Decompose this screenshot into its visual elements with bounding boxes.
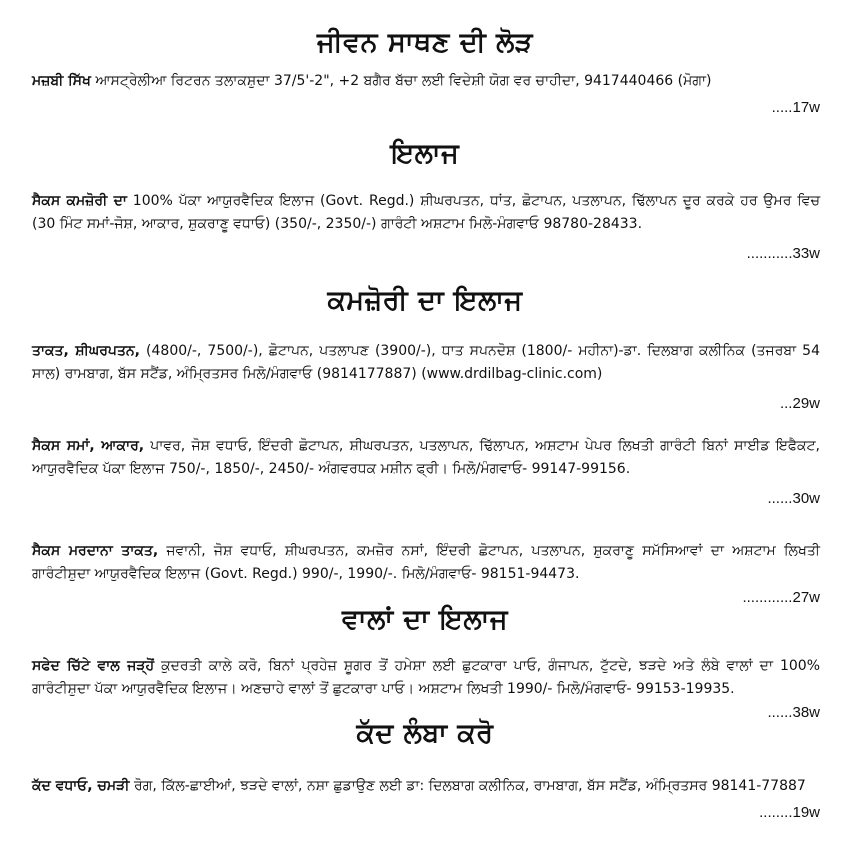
ad-lead: ਕੱਦ ਵਧਾਓ, ਚਮੜੀ — [32, 778, 130, 794]
classified-ad — [32, 190, 821, 262]
ad-body: ਰੋਗ, ਕਿੱਲ-ਛਾਈਆਂ, ਝੜਦੇ ਵਾਲਾਂ, ਨਸ਼ਾ ਛੁਡਾਉਣ ਲਈ ਡਾ: ਦਿਲਬਾਗ ਕਲੀਨਿਕ, ਰਾਮਬਾਗ, ਬੱਸ ਸਟੈਂਡ, ਅੰਮ੍ਰਿਤਸਰ 98141-77887 — [129, 778, 806, 794]
section-heading-weakness: ਕਮਜ਼ੋਰੀ ਦਾ ਇਲਾਜ — [327, 285, 523, 316]
ad-body: ਪਾਵਰ, ਜੋਸ਼ ਵਧਾਓ, ਇੰਦਰੀ ਛੋਟਾਪਨ, ਸ਼ੀਘਰਪਤਨ, ਪਤਲਾਪਨ, ਢਿੱਲਾਪਨ, ਅਸ਼ਟਾਮ ਪੇਪਰ ਲਿਖਤੀ ਗਾਰੰਟੀ ਬਿਨਾਂ ਸਾਈਡ ਇਫੈਕਟ, ਆਯੁਰਵੈਦਿਕ ਪੱਕਾ ਇਲਾਜ 750/-, 1850/-, 2450/- ਅੰਗਵਰਧਕ ਮਸ਼ੀਨ ਫ੍ਰੀ। ਮਿਲੋ/ਮੰਗਵਾਓ- 99147-99156. — [32, 438, 820, 477]
ad-code: ...........33w — [746, 245, 820, 262]
ad-body: ਜਵਾਨੀ, ਜੋਸ਼ ਵਧਾਓ, ਸ਼ੀਘਰਪਤਨ, ਕਮਜ਼ੋਰ ਨਸਾਂ, ਇੰਦਰੀ ਛੋਟਾਪਨ, ਪਤਲਾਪਨ, ਸ਼ੁਕਰਾਣੂ ਸਮੱਸਿਆਵਾਂ ਦਾ ਅਸ਼ਟਾਮ ਲਿਖਤੀ ਗਾਰੰਟੀਸ਼ੁਦਾ ਆਯੁਰਵੈਦਿਕ ਇਲਾਜ (Govt. Regd.) 990/-, 1990/-. ਮਿਲੋ/ਮੰਗਵਾਓ- 98151-94473. — [32, 543, 820, 582]
classified-ad — [32, 340, 820, 412]
ad-body: (4800/-, 7500/-), ਛੋਟਾਪਨ, ਪਤਲਾਪਣ (3900/-), ਧਾਤ ਸਪਨਦੋਸ਼ (1800/- ਮਹੀਨਾ)-ਡਾ. ਦਿਲਬਾਗ ਕਲੀਨਿਕ (ਤਜਰਬਾ 54 ਸਾਲ) ਰਾਮਬਾਗ, ਬੱਸ ਸਟੈਂਡ, ਅੰਮ੍ਰਿਤਸਰ ਮਿਲੋ/ਮੰਗਵਾਓ (9814177887) (www.drdilbag-clinic.com) — [32, 343, 820, 382]
section-heading-treatment: ਇਲਾਜ — [390, 138, 460, 169]
ad-code: ......38w — [767, 704, 820, 721]
ad-code: .....17w — [771, 99, 820, 116]
section-heading-height: ਕੱਦ ਲੰਬਾ ਕਰੋ — [356, 718, 494, 749]
ad-lead: ਸੈਕਸ ਮਰਦਾਨਾ ਤਾਕਤ, — [32, 543, 159, 559]
ad-body: 100% ਪੱਕਾ ਆਯੁਰਵੈਦਿਕ ਇਲਾਜ (Govt. Regd.) ਸ਼ੀਘਰਪਤਨ, ਧਾਂਤ, ਛੋਟਾਪਨ, ਪਤਲਾਪਨ, ਢਿੱਲਾਪਨ ਦੂਰ ਕਰਕੇ ਹਰ ਉਮਰ ਵਿਚ (30 ਮਿੰਟ ਸਮਾਂ-ਜੋਸ਼, ਆਕਾਰ, ਸ਼ੁਕਰਾਣੂ ਵਧਾਓ) (350/-, 2350/-) ਗਾਰੰਟੀ ਅਸ਼ਟਾਮ ਮਿਲੋ-ਮੰਗਵਾਓ 98780-28433. — [32, 193, 821, 232]
ad-lead: ਸਫੇਦ ਚਿੱਟੇ ਵਾਲ ਜੜ੍ਹੋਂ — [32, 658, 155, 674]
classified-ad — [32, 775, 820, 821]
ad-code: ............27w — [742, 589, 820, 606]
ad-code: ......30w — [767, 490, 820, 507]
ad-lead: ਮਜ਼ਬੀ ਸਿੱਖ — [32, 73, 91, 89]
ad-lead: ਸੈਕਸ ਕਮਜ਼ੋਰੀ ਦਾ — [32, 193, 127, 209]
classified-ad — [32, 540, 820, 606]
classified-ad — [32, 655, 820, 721]
classified-ad — [32, 70, 820, 116]
ad-body: ਕੁਦਰਤੀ ਕਾਲੇ ਕਰੋ, ਬਿਨਾਂ ਪ੍ਰਹੇਜ਼ ਸ਼ੂਗਰ ਤੋਂ ਹਮੇਸ਼ਾ ਲਈ ਛੁਟਕਾਰਾ ਪਾਓ, ਗੰਜਾਪਨ, ਟੁੱਟਦੇ, ਝੜਦੇ ਅਤੇ ਲੰਬੇ ਵਾਲਾਂ ਦਾ 100% ਗਾਰੰਟੀਸ਼ੁਦਾ ਪੱਕਾ ਆਯੁਰਵੈਦਿਕ ਇਲਾਜ। ਅਣਚਾਹੇ ਵਾਲਾਂ ਤੋਂ ਛੁਟਕਾਰਾ ਪਾਓ। ਅਸ਼ਟਾਮ ਲਿਖਤੀ 1990/- ਮਿਲੋ/ਮੰਗਵਾਓ- 99153-19935. — [32, 658, 820, 697]
ad-lead: ਸੈਕਸ ਸਮਾਂ, ਆਕਾਰ, — [32, 438, 145, 454]
ad-body: ਆਸਟ੍ਰੇਲੀਆ ਰਿਟਰਨ ਤਲਾਕਸ਼ੁਦਾ 37/5'-2", +2 ਬਗੈਰ ਬੱਚਾ ਲਈ ਵਿਦੇਸ਼ੀ ਯੋਗ ਵਰ ਚਾਹੀਦਾ, 9417440466 (ਮੋਗਾ) — [90, 73, 712, 89]
classified-ad — [32, 435, 820, 507]
ad-lead: ਤਾਕਤ, ਸ਼ੀਘਰਪਤਨ, — [32, 343, 140, 359]
ad-code: ...29w — [779, 395, 820, 412]
section-heading-marriage: ਜੀਵਨ ਸਾਥਣ ਦੀ ਲੋੜ — [316, 27, 534, 58]
ad-code: ........19w — [759, 804, 820, 821]
section-heading-hair: ਵਾਲਾਂ ਦਾ ਇਲਾਜ — [342, 604, 508, 635]
